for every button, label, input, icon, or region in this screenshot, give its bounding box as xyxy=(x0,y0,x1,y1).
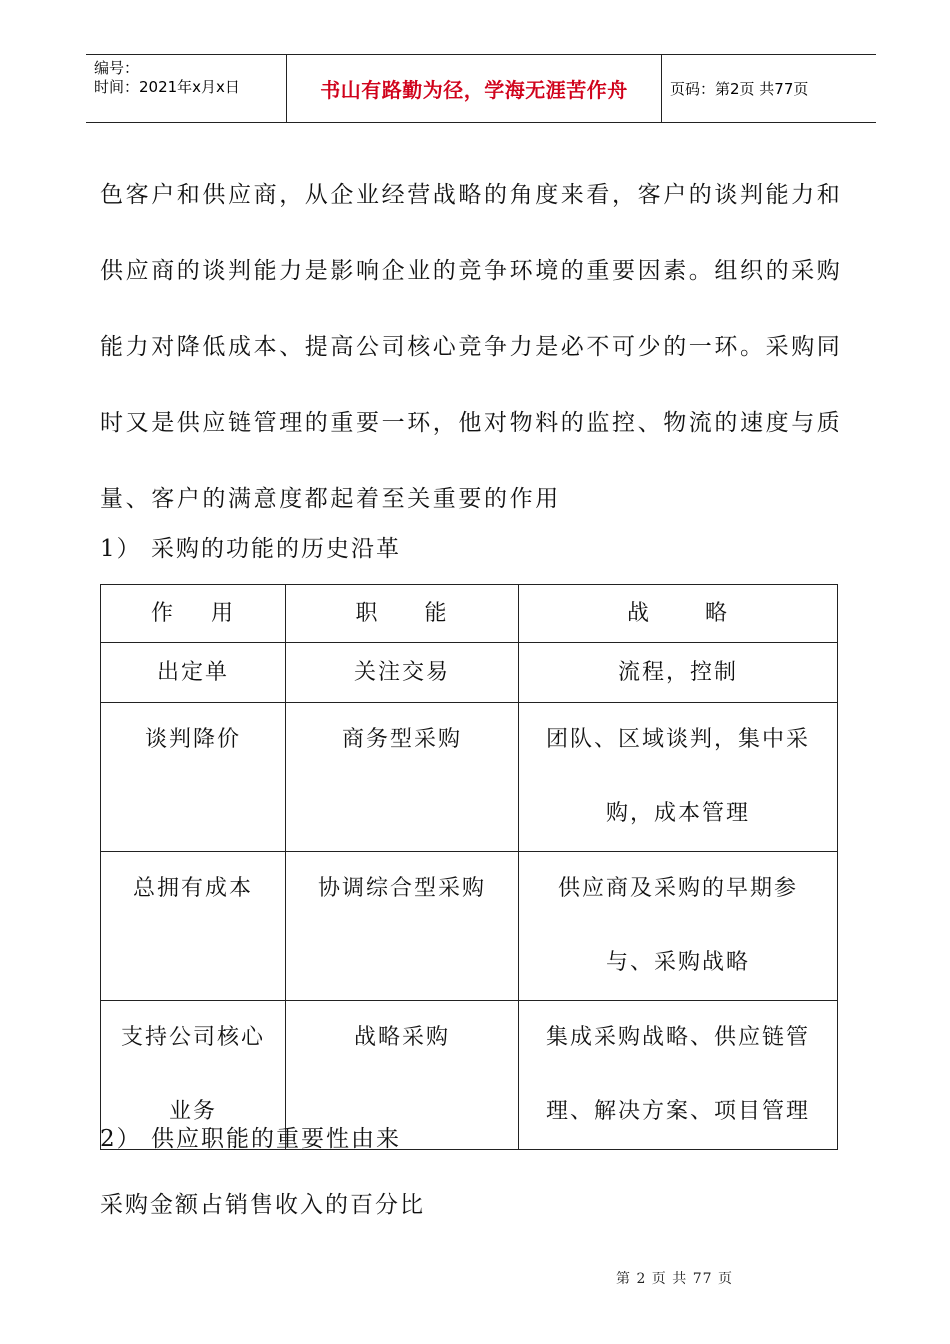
paragraph-line: 时又是供应链管理的重要一环，他对物料的监控、物流的速度与质 xyxy=(100,410,843,436)
table-cell-line: 业务 xyxy=(168,1099,217,1124)
section-heading-importance: 2） 供应职能的重要性由来 xyxy=(100,1126,401,1152)
paragraph-line: 量、客户的满意度都起着至关重要的作用 xyxy=(100,486,561,512)
table-cell-line: 商务型采购 xyxy=(341,727,462,752)
table-cell xyxy=(519,1001,838,1150)
table-cell-line: 团队、区域谈判，集中采 xyxy=(545,727,810,752)
paragraph-line: 供应商的谈判能力是影响企业的竞争环境的重要因素。组织的采购 xyxy=(100,258,843,284)
table-header-row xyxy=(101,585,838,643)
table-cell xyxy=(286,852,519,1001)
table-cell xyxy=(101,852,286,1001)
section-text-percentage: 采购金额占销售收入的百分比 xyxy=(100,1192,425,1218)
table-cell-line: 与、采购战略 xyxy=(605,950,750,975)
table-cell-line: 集成采购战略、供应链管 xyxy=(545,1025,810,1050)
table-header-cell: 战 略 xyxy=(519,585,838,643)
table-cell-line: 战略采购 xyxy=(353,1025,450,1050)
page-footer: 第 2 页 共 77 页 xyxy=(616,1271,733,1287)
table-row xyxy=(101,643,838,703)
table-cell-line: 供应商及采购的早期参 xyxy=(557,876,798,901)
document-number-label: 编号： xyxy=(94,59,140,77)
table-header-cell: 作 用 xyxy=(101,585,286,643)
table-cell-line: 购，成本管理 xyxy=(605,801,750,826)
table-cell-line: 总拥有成本 xyxy=(132,876,253,901)
table-cell-line: 支持公司核心 xyxy=(120,1025,265,1050)
header-meta xyxy=(94,59,240,97)
table-cell xyxy=(519,703,838,852)
table-cell: 关注交易 xyxy=(286,643,519,703)
header-motto: 书山有路勤为径，学海无涯苦作舟 xyxy=(286,55,662,122)
table-cell-line: 谈判降价 xyxy=(144,727,241,752)
page-header xyxy=(86,54,876,123)
section-heading-history: 1） 采购的功能的历史沿革 xyxy=(100,536,401,562)
body-paragraph xyxy=(100,157,860,537)
table-cell xyxy=(286,703,519,852)
table-row xyxy=(101,852,838,1001)
table-cell xyxy=(101,703,286,852)
header-page-info: 页码：第2页 共77页 xyxy=(670,80,809,98)
procurement-history-table xyxy=(100,584,838,1150)
table-header-cell: 职 能 xyxy=(286,585,519,643)
table-cell: 出定单 xyxy=(101,643,286,703)
table-cell xyxy=(519,852,838,1001)
document-time-label: 时间：2021年x月x日 xyxy=(94,78,240,96)
paragraph-line: 色客户和供应商，从企业经营战略的角度来看，客户的谈判能力和 xyxy=(100,182,843,208)
paragraph-line: 能力对降低成本、提高公司核心竞争力是必不可少的一环。采购同 xyxy=(100,334,843,360)
table-cell-line: 协调综合型采购 xyxy=(317,876,486,901)
table-cell: 流程，控制 xyxy=(519,643,838,703)
table-row xyxy=(101,703,838,852)
table-cell-line: 理、解决方案、项目管理 xyxy=(545,1099,810,1124)
